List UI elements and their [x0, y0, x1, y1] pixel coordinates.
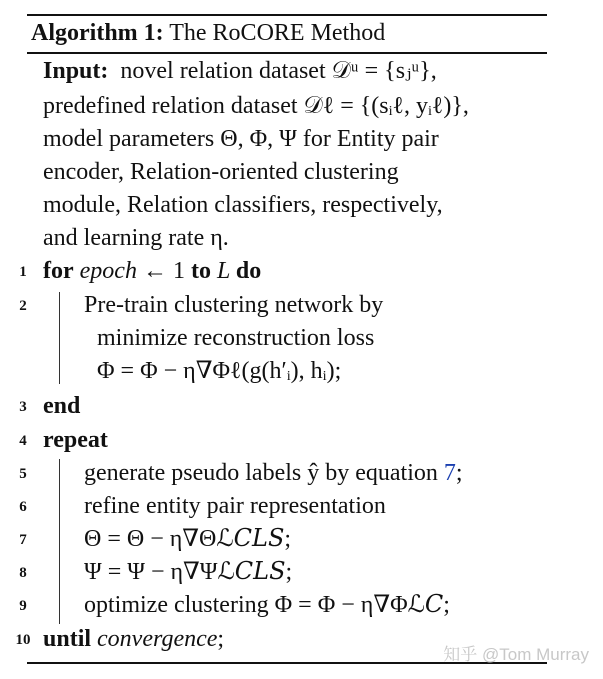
algo-line-2: Pre-train clustering network by — [84, 292, 384, 318]
algo-line-7: Θ = Θ − η∇Θℒ𝐶𝐿𝑆; — [84, 526, 292, 552]
line-number-4: 4 — [19, 433, 27, 449]
top-rule — [27, 14, 547, 16]
line-number-1: 1 — [19, 264, 27, 280]
line-number-6: 6 — [19, 499, 27, 515]
line-number-2: 2 — [19, 298, 27, 314]
algo-line-1: for epoch ← 1 to L do — [43, 258, 262, 284]
algo-line-2-cont: minimize reconstruction loss — [97, 325, 375, 351]
algorithm-name: The RoCORE Method — [169, 20, 386, 46]
input-line-1 — [43, 55, 437, 88]
input-line-2: predefined relation dataset 𝒟ℓ = {(sᵢℓ, yᵢℓ)}, — [43, 93, 469, 119]
input-line-4: encoder, Relation-oriented clustering — [43, 159, 399, 185]
for-block-bar — [59, 292, 60, 384]
algo-line-8: Ψ = Ψ − η∇Ψℒ𝐶𝐿𝑆; — [84, 559, 293, 585]
input-line-6: and learning rate η. — [43, 225, 229, 251]
equation-ref[interactable]: 7 — [443, 460, 456, 486]
algo-line-10: until convergence; — [43, 626, 225, 652]
line-number-3: 3 — [19, 399, 27, 415]
line-number-5: 5 — [19, 466, 27, 482]
title-rule — [27, 52, 547, 54]
input-line-3: model parameters Θ, Φ, Ψ for Entity pair — [43, 126, 439, 152]
input-text-1: novel relation dataset 𝒟ᵘ = {sⱼᵘ}, — [120, 58, 437, 84]
input-label: Input: — [43, 58, 109, 84]
repeat-block-bar — [59, 459, 60, 624]
line-number-9: 9 — [19, 598, 27, 614]
input-line-5: module, Relation classifiers, respectively, — [43, 192, 443, 218]
algorithm-label: Algorithm 1: — [31, 20, 164, 46]
algo-line-6: refine entity pair representation — [84, 493, 386, 519]
line-number-10: 10 — [15, 632, 31, 648]
algo-line-4: repeat — [43, 427, 108, 453]
algo-line-9: optimize clustering Φ = Φ − η∇Φℒ𝐶; — [84, 592, 450, 618]
line-number-8: 8 — [19, 565, 27, 581]
line-number-7: 7 — [19, 532, 27, 548]
algo-line-5: generate pseudo labels ŷ by equation 7; — [84, 460, 463, 486]
algorithm-title — [31, 17, 385, 49]
algo-line-2-formula: Φ = Φ − η∇Φℓ(g(h′ᵢ), hᵢ); — [97, 358, 342, 384]
algo-line-3: end — [43, 393, 81, 419]
watermark: 知乎 @Tom Murray — [443, 645, 589, 664]
